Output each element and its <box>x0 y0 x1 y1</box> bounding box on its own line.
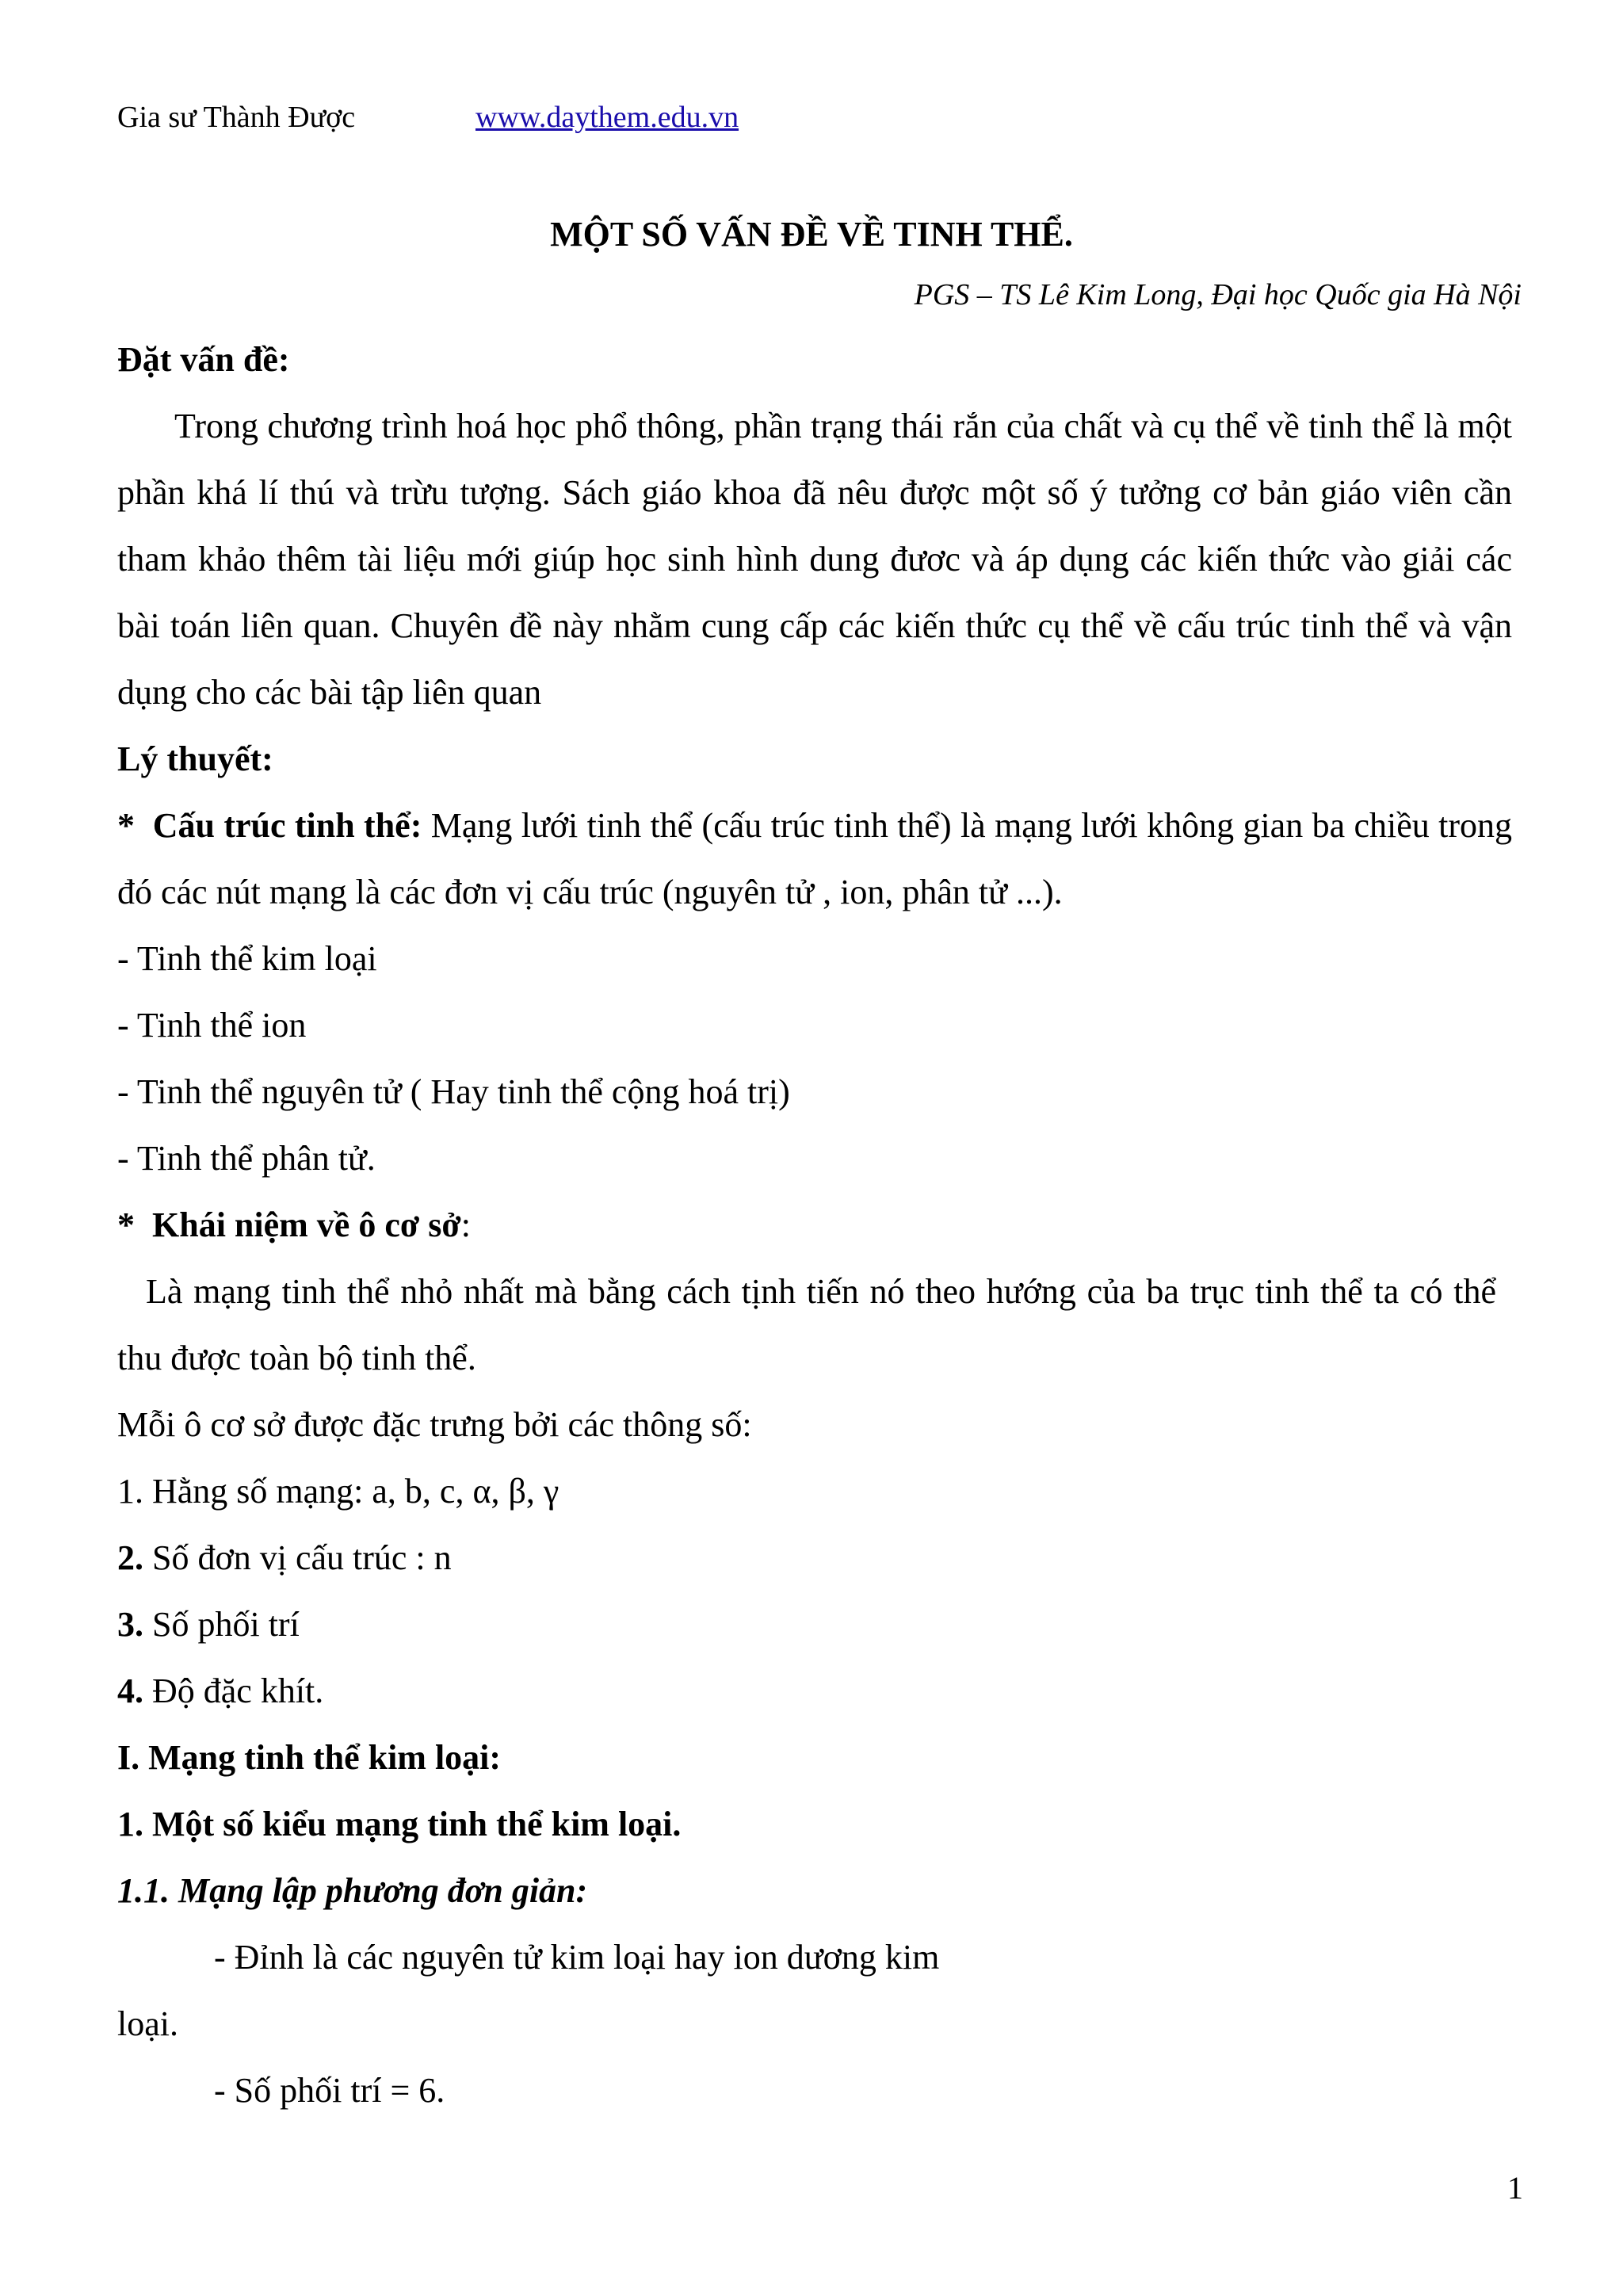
bullet-marker: * <box>117 1205 135 1244</box>
unit-cell-param-item <box>117 1458 559 1525</box>
param-number: 1. <box>117 1472 143 1511</box>
header-website-link[interactable]: www.daythem.edu.vn <box>475 101 739 134</box>
param-text: Số phối trí <box>152 1605 300 1644</box>
crystal-type-item: - Tinh thể nguyên tử ( Hay tinh thể cộng hoá trị) <box>117 1072 790 1111</box>
param-text: Độ đặc khít. <box>152 1671 324 1710</box>
param-number: 3. <box>117 1605 143 1644</box>
document-title: MỘT SỐ VẤN ĐỀ VỀ TINH THỂ. <box>550 215 1073 254</box>
page-number: 1 <box>1507 2170 1523 2206</box>
intro-paragraph-text: Trong chương trình hoá học phổ thông, phần trạng thái rắn của chất và cụ thể về tinh thể là một phần khá lí thú và trừu tượng. Sách giáo khoa đã nêu được một số ý tưởng cơ bản giáo viên cần tham khảo thêm tài liệu mới giúp học sinh hình dung đươc và áp dụng các kiến thức vào giải các bài toán liên quan. Chuyên đề này nhằm cung cấp các kiến thức cụ thể về cấu trúc tinh thể và vận dụng cho các bài tập liên quan <box>117 407 1512 712</box>
document-author: PGS – TS Lê Kim Long, Đại học Quốc gia Hà Nội <box>914 278 1522 311</box>
unit-cell-definition <box>117 1259 1496 1392</box>
crystal-structure-term: Cấu trúc tinh thể: <box>152 806 422 845</box>
header-tutor-name: Gia sư Thành Được <box>117 101 356 134</box>
param-number: 2. <box>117 1538 143 1577</box>
intro-heading: Đặt vấn đề: <box>117 340 290 379</box>
simple-cubic-point-cont: loại. <box>117 2004 178 2043</box>
subsection-1-heading: 1. Một số kiểu mạng tinh thể kim loại. <box>117 1805 682 1843</box>
intro-paragraph <box>117 393 1512 726</box>
bullet-marker: * <box>117 806 135 845</box>
crystal-type-item: - Tinh thể phân tử. <box>117 1139 376 1178</box>
unit-cell-param-item <box>117 1591 300 1658</box>
simple-cubic-point: - Số phối trí = 6. <box>214 2071 445 2110</box>
param-number: 4. <box>117 1671 143 1710</box>
crystal-structure-definition <box>117 793 1512 926</box>
subsubsection-1-1-heading: 1.1. Mạng lập phương đơn giản: <box>117 1871 588 1910</box>
theory-heading: Lý thuyết: <box>117 739 273 778</box>
simple-cubic-point: - Đỉnh là các nguyên tử kim loại hay ion dương kim <box>214 1938 940 1977</box>
crystal-structure-text: Mạng lưới tinh thể (cấu trúc tinh thể) là mạng lưới không gian ba chiều trong đó các nút mạng là các đơn vị cấu trúc (nguyên tử , ion, phân tử ...). <box>117 806 1512 911</box>
unit-cell-term: Khái niệm về ô cơ sở <box>152 1205 461 1244</box>
crystal-type-item: - Tinh thể ion <box>117 1006 307 1045</box>
crystal-type-item: - Tinh thể kim loại <box>117 939 377 978</box>
unit-cell-param-item <box>117 1525 452 1591</box>
param-text: Số đơn vị cấu trúc : n <box>152 1538 452 1577</box>
unit-cell-param-item <box>117 1658 323 1725</box>
unit-cell-params-intro: Mỗi ô cơ sở được đặc trưng bởi các thông số: <box>117 1405 752 1444</box>
unit-cell-heading <box>117 1192 471 1259</box>
param-text: Hằng số mạng: a, b, c, α, β, γ <box>152 1472 559 1511</box>
section-1-heading: I. Mạng tinh thể kim loại: <box>117 1738 502 1777</box>
unit-cell-colon: : <box>460 1205 471 1244</box>
unit-cell-definition-text: Là mạng tinh thể nhỏ nhất mà bằng cách tịnh tiến nó theo hướng của ba trục tinh thể ta có thể thu được toàn bộ tinh thể. <box>117 1272 1496 1377</box>
